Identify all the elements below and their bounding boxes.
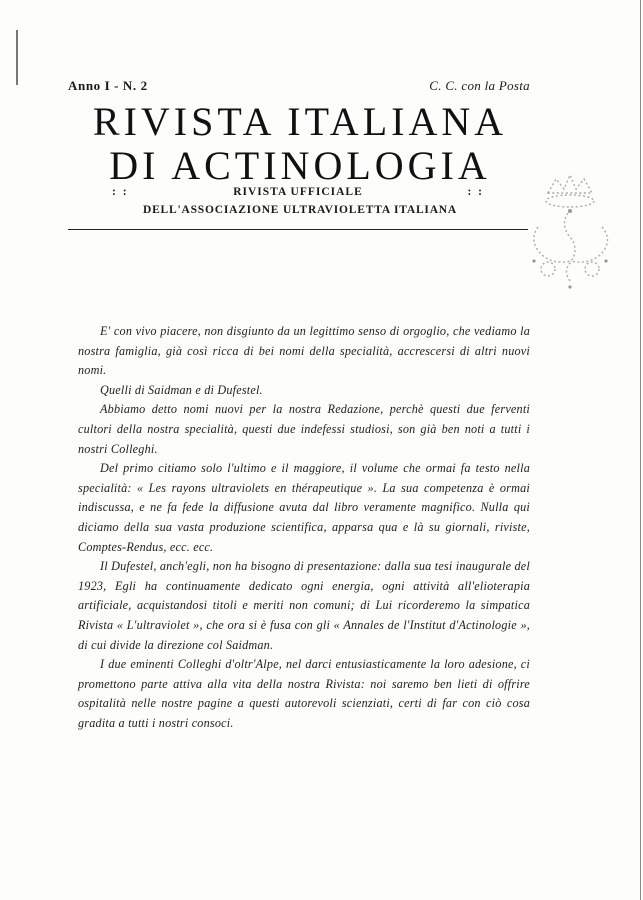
header-line [68, 78, 530, 94]
masthead-rule [68, 229, 528, 230]
paragraph: Del primo citiamo solo l'ultimo e il maggiore, il volume che ormai fa testo nella specialità: « Les rayons ultraviolets en thérapeutique ». La sua competenza è ormai indiscussa, e ne fa fede la diffusione avuta dal libro veramente magnifico. Nulla qui diciamo della sua vasta produzione scientifica, apparsa qua e là su giornali, riviste, Comptes-Rendus, ecc. ecc. [78, 461, 530, 554]
ornament-dots-left: : : [112, 186, 129, 198]
paragraph: E' con vivo piacere, non disgiunto da un legittimo senso di orgoglio, che vediamo la nostra famiglia, già così ricca di bei nomi della specialità, accrescersi di altri nuovi nomi. [78, 324, 530, 378]
paragraph: I due eminenti Colleghi d'oltr'Alpe, nel darci entusiasticamente la loro adesione, ci promettono parte attiva alla vita della nostra Rivista: noi saremo ben lieti di offrire ospitalità nelle nostre pagine a questi autorevoli scienziati, certi di far con ciò cosa gradita a tutti i nostri consoci. [78, 657, 530, 730]
title-line-2: DI ACTINOLOGIA [109, 143, 491, 188]
paragraph: Il Dufestel, anch'egli, non ha bisogno di presentazione: dalla sua tesi inaugurale del 1923, Egli ha continuamente dedicato ogni energia, ogni attività all'elioterapia artificiale, acquistandosi titoli e meriti non comuni; di Lui ricorderemo la simpatica Rivista « L'ultraviolet », che ora si è fusa con gli « Annales de l'Institut d'Actinologie », di cui divide la direzione col Saidman. [78, 559, 530, 652]
issue-number: Anno I - N. 2 [68, 78, 148, 93]
subtitle-official: RIVISTA UFFICIALE [233, 186, 363, 198]
ornament-dots-right: : : [467, 186, 484, 198]
paragraph: Quelli di Saidman e di Dufestel. [100, 382, 263, 397]
article-body [78, 322, 530, 733]
subtitle-association: DELL'ASSOCIAZIONE ULTRAVIOLETTA ITALIANA [142, 204, 458, 216]
postage-note: C. C. con la Posta [429, 78, 530, 93]
subtitle-row [112, 186, 484, 198]
title-line-1: RIVISTA ITALIANA [92, 99, 508, 144]
paragraph: Abbiamo detto nomi nuovi per la nostra Redazione, perchè questi due ferventi cultori della nostra specialità, questi due indefessi studiosi, son già ben noti a tutti i nostri Colleghi. [78, 402, 530, 456]
crowned-seal-icon [508, 165, 633, 305]
masthead-title [80, 100, 520, 188]
page-edge-line [640, 0, 641, 900]
page-edge-mark [16, 30, 18, 85]
